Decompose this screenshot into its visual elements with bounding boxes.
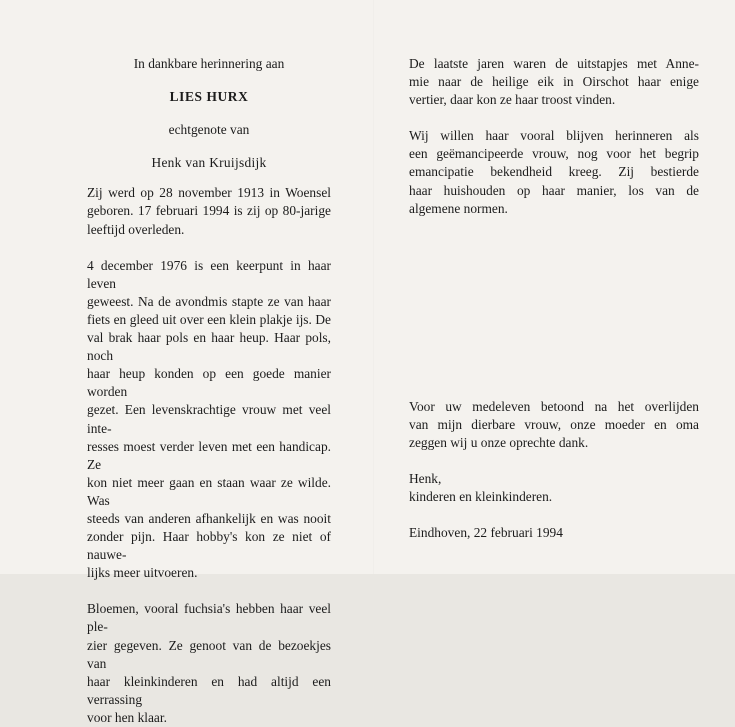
signoff-line: Henk, — [409, 471, 442, 487]
text-line: geweest. Na de avondmis stapte ze van haar — [87, 293, 331, 309]
signoff-line: kinderen en kleinkinderen. — [409, 489, 553, 505]
text-line: lijks meer uitvoeren. — [87, 565, 198, 581]
text-line: haar huishouden op haar manier, los van de — [409, 182, 699, 198]
text-line: mie naar de heilige eik in Oirschot haar enige — [409, 74, 699, 90]
text-line: vertier, daar kon ze haar troost vinden. — [409, 92, 616, 108]
text-line: van mijn dierbare vrouw, onze moeder en oma — [409, 416, 699, 432]
text-line: algemene normen. — [409, 200, 508, 216]
text-line: voor hen klaar. — [87, 709, 167, 725]
text-line: steeds van anderen afhankelijk en was nooit — [87, 510, 331, 526]
text-line: Wij willen haar vooral blijven herinneren als — [409, 128, 699, 144]
spouse-intro: echtgenote van — [168, 122, 250, 138]
deceased-name: LIES HURX — [169, 89, 249, 105]
text-line: De laatste jaren waren de uitstapjes met Anne- — [409, 56, 699, 71]
text-line: Voor uw medeleven betoond na het overlijden — [409, 398, 699, 414]
place-date: Eindhoven, 22 februari 1994 — [409, 525, 563, 541]
birth-death-paragraph — [87, 184, 331, 238]
text-line: fiets en gleed uit over een klein plakje ijs. De — [87, 311, 331, 327]
text-line: geboren. 17 februari 1994 is zij op 80-jarige — [87, 203, 331, 219]
text-line: zier gegeven. Ze genoot van de bezoekjes van — [87, 637, 331, 671]
text-line: Zij werd op 28 november 1913 in Woensel — [87, 185, 331, 201]
text-line: haar heup konden op een goede manier worden — [87, 366, 331, 400]
text-line: 4 december 1976 is een keerpunt in haar leven — [87, 257, 331, 291]
text-line: zonder pijn. Haar hobby's kon ze niet of nauwe- — [87, 529, 331, 563]
text-line: kon niet meer gaan en staan waar ze wilde. Was — [87, 474, 331, 508]
text-line: haar kleinkinderen en had altijd een verrassing — [87, 673, 331, 707]
accident-paragraph — [87, 257, 331, 583]
signoff — [409, 470, 699, 506]
spouse-name: Henk van Kruijsdijk — [151, 155, 267, 171]
text-line: gezet. Een levenskrachtige vrouw met veel inte- — [87, 402, 331, 436]
remembrance-paragraph — [409, 127, 699, 217]
text-line: Bloemen, vooral fuchsia's hebben haar veel ple- — [87, 601, 331, 635]
text-line: een geëmancipeerde vrouw, nog voor het begrip — [409, 146, 699, 162]
text-line: resses moest verder leven met een handicap. Ze — [87, 438, 331, 472]
text-line: val brak haar pols en haar heup. Haar pols, noch — [87, 330, 331, 364]
left-panel — [87, 55, 331, 727]
intro-text: In dankbare herinnering aan — [133, 56, 285, 71]
text-line: emancipatie bekendheid kreeg. Zij bestierde — [409, 164, 699, 180]
text-line: zeggen wij u onze oprechte dank. — [409, 434, 589, 450]
right-panel — [409, 55, 699, 542]
text-line: leeftijd overleden. — [87, 221, 185, 237]
flowers-paragraph — [87, 600, 331, 727]
last-years-paragraph — [409, 55, 699, 109]
card-fold — [373, 0, 374, 574]
thanks-paragraph — [409, 398, 699, 452]
